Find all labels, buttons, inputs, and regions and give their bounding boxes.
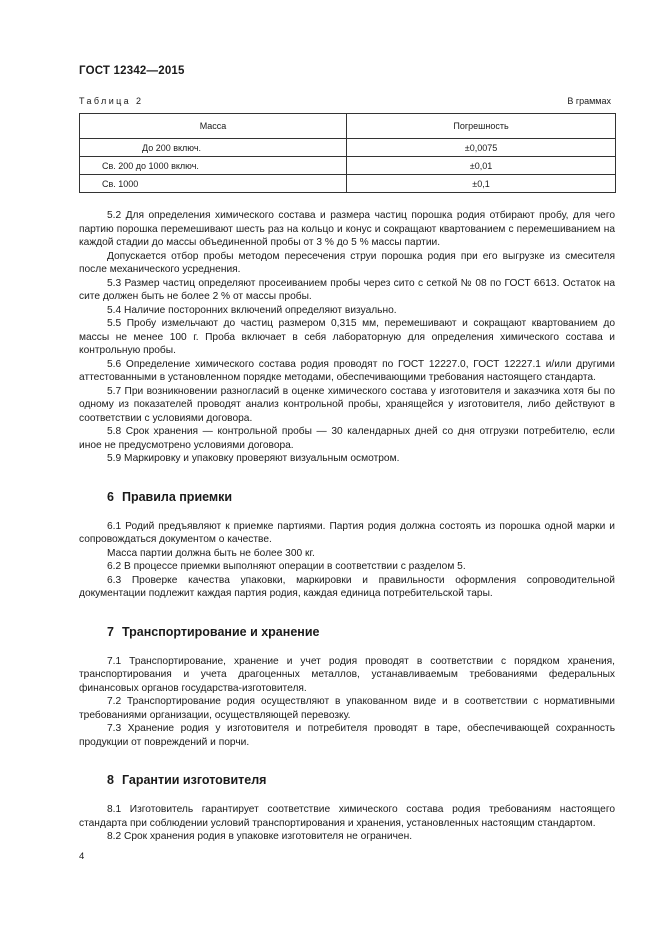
table-header-row <box>80 114 616 139</box>
table-unit: В граммах <box>567 96 611 106</box>
table-cell-mass: Св. 1000 <box>80 175 347 193</box>
paragraph-5-7: 5.7 При возникновении разногласий в оценке химического состава у изготовителя и заказчика хотя бы по одному из показателей проводят анализ контрольной пробы, хранящейся у изготовителя, либо действуют в соответствии с условиями договора. <box>79 385 615 424</box>
paragraph-8-2: 8.2 Срок хранения родия в упаковке изготовителя не ограничен. <box>107 831 413 842</box>
section-number: 7 <box>107 624 114 639</box>
table-cell-tolerance: ±0,0075 <box>347 139 616 157</box>
column-header-mass: Масса <box>80 114 347 139</box>
section-heading-8 <box>107 772 615 788</box>
paragraph-5-4: 5.4 Наличие посторонних включений определяют визуально. <box>107 304 397 316</box>
paragraph-5-9: 5.9 Маркировку и упаковку проверяют визуальным осмотром. <box>107 453 400 464</box>
paragraph-7-3: 7.3 Хранение родия у изготовителя и потребителя проводят в таре, обеспечивающей сохранность продукции от повреждений и порчи. <box>79 723 615 748</box>
mass-tolerance-table <box>79 113 616 193</box>
paragraph-5-6: 5.6 Определение химического состава родия проводят по ГОСТ 12227.0, ГОСТ 12227.1 и/или другими аттестованными в установленном порядке методами, обеспечивающими требования настоящего стандарта. <box>79 358 615 383</box>
table-row <box>80 139 616 157</box>
section-number: 8 <box>107 773 114 787</box>
section-heading-6 <box>107 489 615 505</box>
section-title: Гарантии изготовителя <box>121 773 267 787</box>
paragraph-7-2: 7.2 Транспортирование родия осуществляют в упакованном виде и в соответствии с нормативными требованиями организации, осуществляющей перевозку. <box>79 696 615 721</box>
section-title: Правила приемки <box>121 489 233 504</box>
paragraph-5-8: 5.8 Срок хранения — контрольной пробы — 30 календарных дней со дня отгрузки потребителю, если иное не предусмотрено условиями договора. <box>79 426 615 451</box>
paragraph-5-3: 5.3 Размер частиц определяют просеиванием пробы через сито с сеткой № 08 по ГОСТ 6613. Остаток на сите должен быть не более 2 % от массы пробы. <box>79 277 615 302</box>
table-cell-mass: Св. 200 до 1000 включ. <box>80 157 347 175</box>
table-cell-tolerance: ±0,1 <box>347 175 616 193</box>
paragraph-6-2: 6.2 В процессе приемки выполняют операции в соответствии с разделом 5. <box>107 561 466 572</box>
document-body <box>79 209 615 844</box>
section-heading-7 <box>107 624 615 640</box>
paragraph-6-3: 6.3 Проверке качества упаковки, маркировки и правильности оформления сопроводительной документации подлежит каждая партия родия, каждая единица потребительской тары. <box>79 574 615 599</box>
table-row <box>80 157 616 175</box>
paragraph-5-5: 5.5 Пробу измельчают до частиц размером 0,315 мм, перемешивают и сокращают квартованием до массы не менее 100 г. Проба включает в себя лабораторную для определения химического состава и контрольную пробы. <box>79 318 615 356</box>
section-title: Транспортирование и хранение <box>121 624 320 639</box>
page-number: 4 <box>79 851 85 862</box>
section-number: 6 <box>107 489 114 504</box>
paragraph-7-1: 7.1 Транспортирование, хранение и учет родия проводят в соответствии с порядком хранения, транспортирования и учета драгоценных металлов, устанавливаемым требованиями федеральных финансовых органов государства-изготовителя. <box>79 655 615 694</box>
paragraph-8-1: 8.1 Изготовитель гарантирует соответствие химического состава родия требованиям настоящего стандарта при соблюдении условий транспортирования и хранения, установленных настоящим стандартом. <box>79 804 615 829</box>
table-cell-mass: До 200 включ. <box>80 139 347 157</box>
document-header: ГОСТ 12342—2015 <box>79 65 185 77</box>
paragraph-6-1-mass: Масса партии должна быть не более 300 кг. <box>107 547 315 559</box>
paragraph-5-2-note: Допускается отбор пробы методом пересечения струи порошка родия при его выгрузке из смесителя после механического усреднения. <box>79 250 615 275</box>
column-header-tolerance: Погрешность <box>347 114 616 139</box>
table-cell-tolerance: ±0,01 <box>347 157 616 175</box>
paragraph-5-2: 5.2 Для определения химического состава и размера частиц порошка родия отбирают пробу, для чего партию порошка перемешивают шесть раз на кольцо и конус и сокращают квартованием с перемешиванием на каждой стадии до массы объединенной пробы от 3 % до 5 % массы партии. <box>79 210 615 248</box>
table-caption: Таблица 2 <box>79 96 144 106</box>
table-row <box>80 175 616 193</box>
paragraph-6-1: 6.1 Родий предъявляют к приемке партиями. Партия родия должна состоять из порошка одной марки и сопровождаться документом о качестве. <box>79 520 615 545</box>
